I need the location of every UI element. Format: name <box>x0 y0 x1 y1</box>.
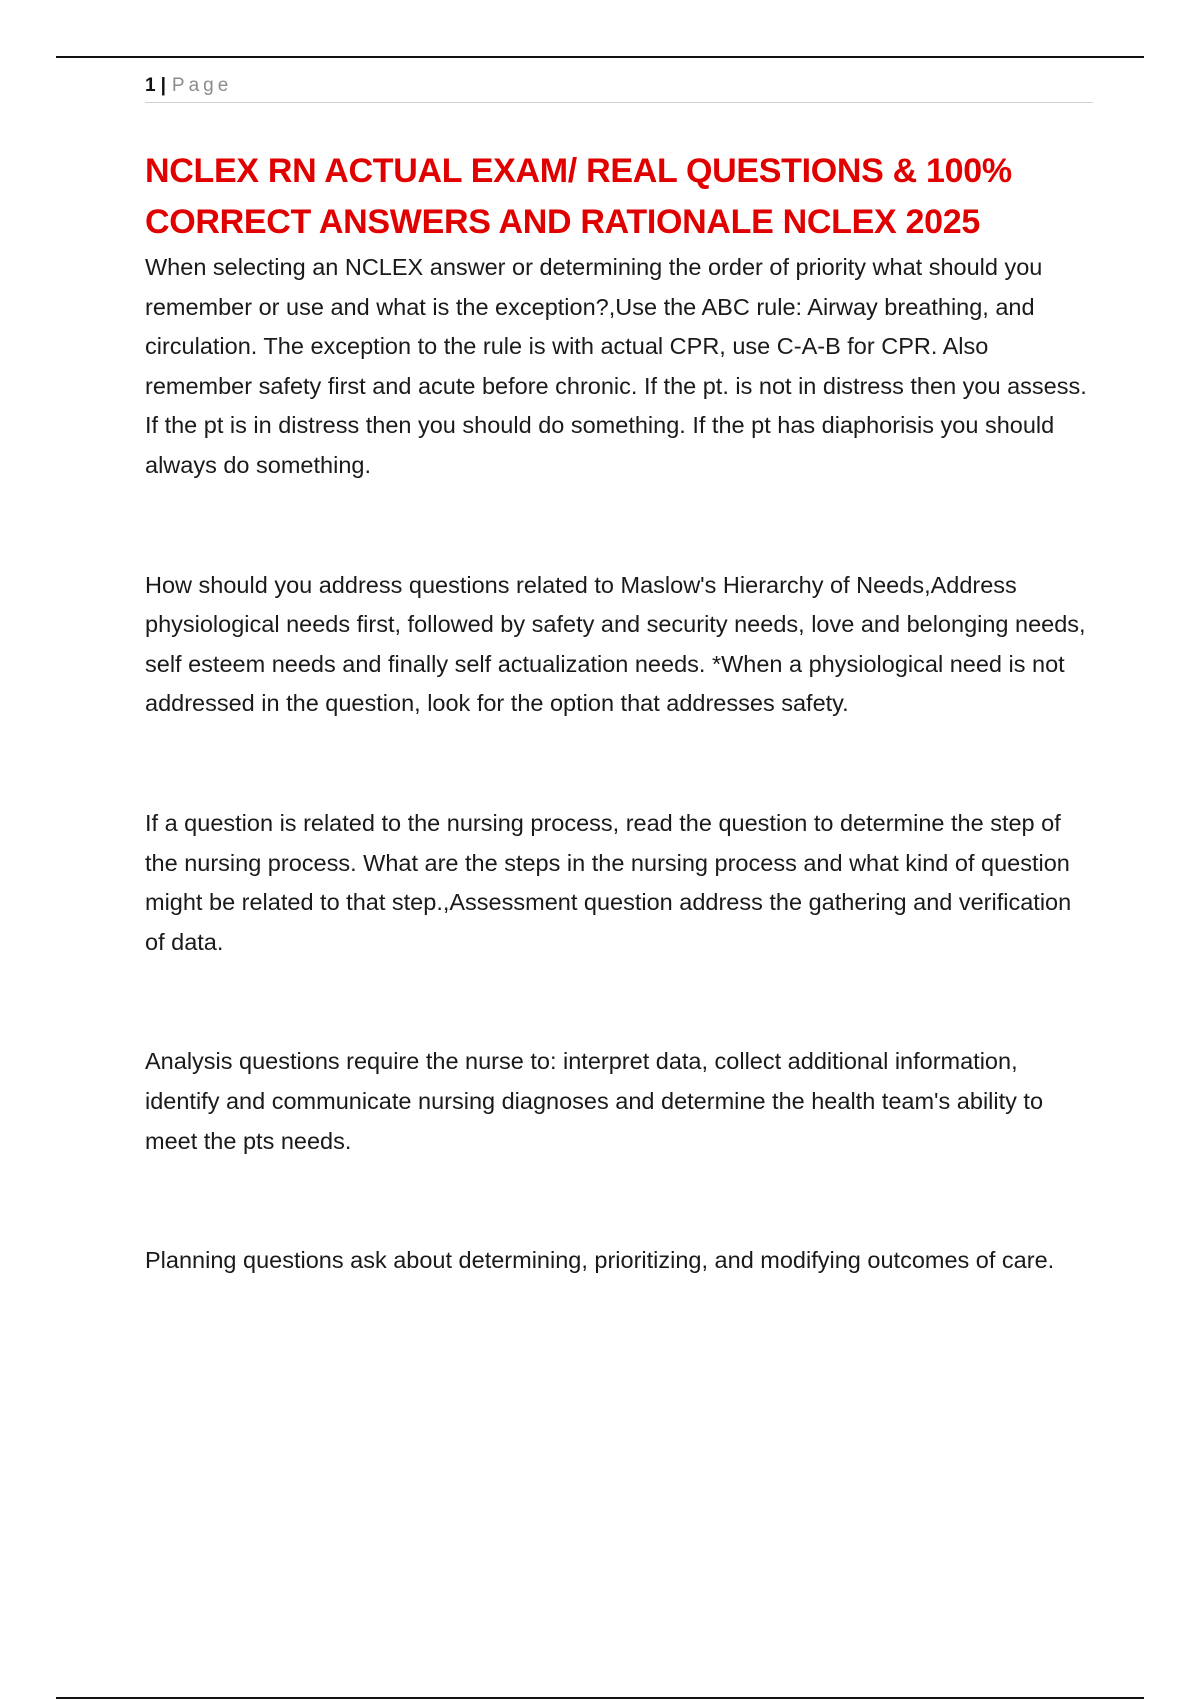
page-separator: | <box>160 75 166 96</box>
top-rule <box>56 56 1144 58</box>
paragraph-planning: Planning questions ask about determining, prioritizing, and modifying outcomes of care. <box>145 1247 1055 1274</box>
document-title: NCLEX RN ACTUAL EXAM/ REAL QUESTIONS & 100% CORRECT ANSWERS AND RATIONALE NCLEX 2025 <box>145 152 1012 241</box>
page-number: 1 <box>145 75 156 96</box>
title-block <box>145 146 1095 248</box>
page-header <box>145 74 1093 103</box>
page-label: Page <box>171 75 233 96</box>
paragraph-analysis: Analysis questions require the nurse to: interpret data, collect additional information, identify and communicate nursing diagnoses and determine the health team's ability to meet the pts needs. <box>145 1048 1044 1154</box>
paragraph-abc-rule: When selecting an NCLEX answer or determining the order of priority what should you remember or use and what is the exception?,Use the ABC rule: Airway breathing, and circulation. The exception to the rule is with actual CPR, use C-A-B for CPR. Also remember safety first and acute before chronic. If the pt. is not in distress then you assess. If the pt is in distress then you should do something. If the pt has diaphorisis you should always do something. <box>145 254 1087 478</box>
bottom-rule <box>56 1697 1144 1699</box>
paragraph-maslow: How should you address questions related to Maslow's Hierarchy of Needs,Address physiological needs first, followed by safety and security needs, love and belonging needs, self esteem needs and finally self actualization needs. *When a physiological need is not addressed in the question, look for the option that addresses safety. <box>145 571 1086 717</box>
paragraph-nursing-process: If a question is related to the nursing process, read the question to determine the step of the nursing process. What are the steps in the nursing process and what kind of question might be related to that step.,Assessment question address the gathering and verification of data. <box>145 809 1072 955</box>
document-body <box>145 146 1095 1281</box>
